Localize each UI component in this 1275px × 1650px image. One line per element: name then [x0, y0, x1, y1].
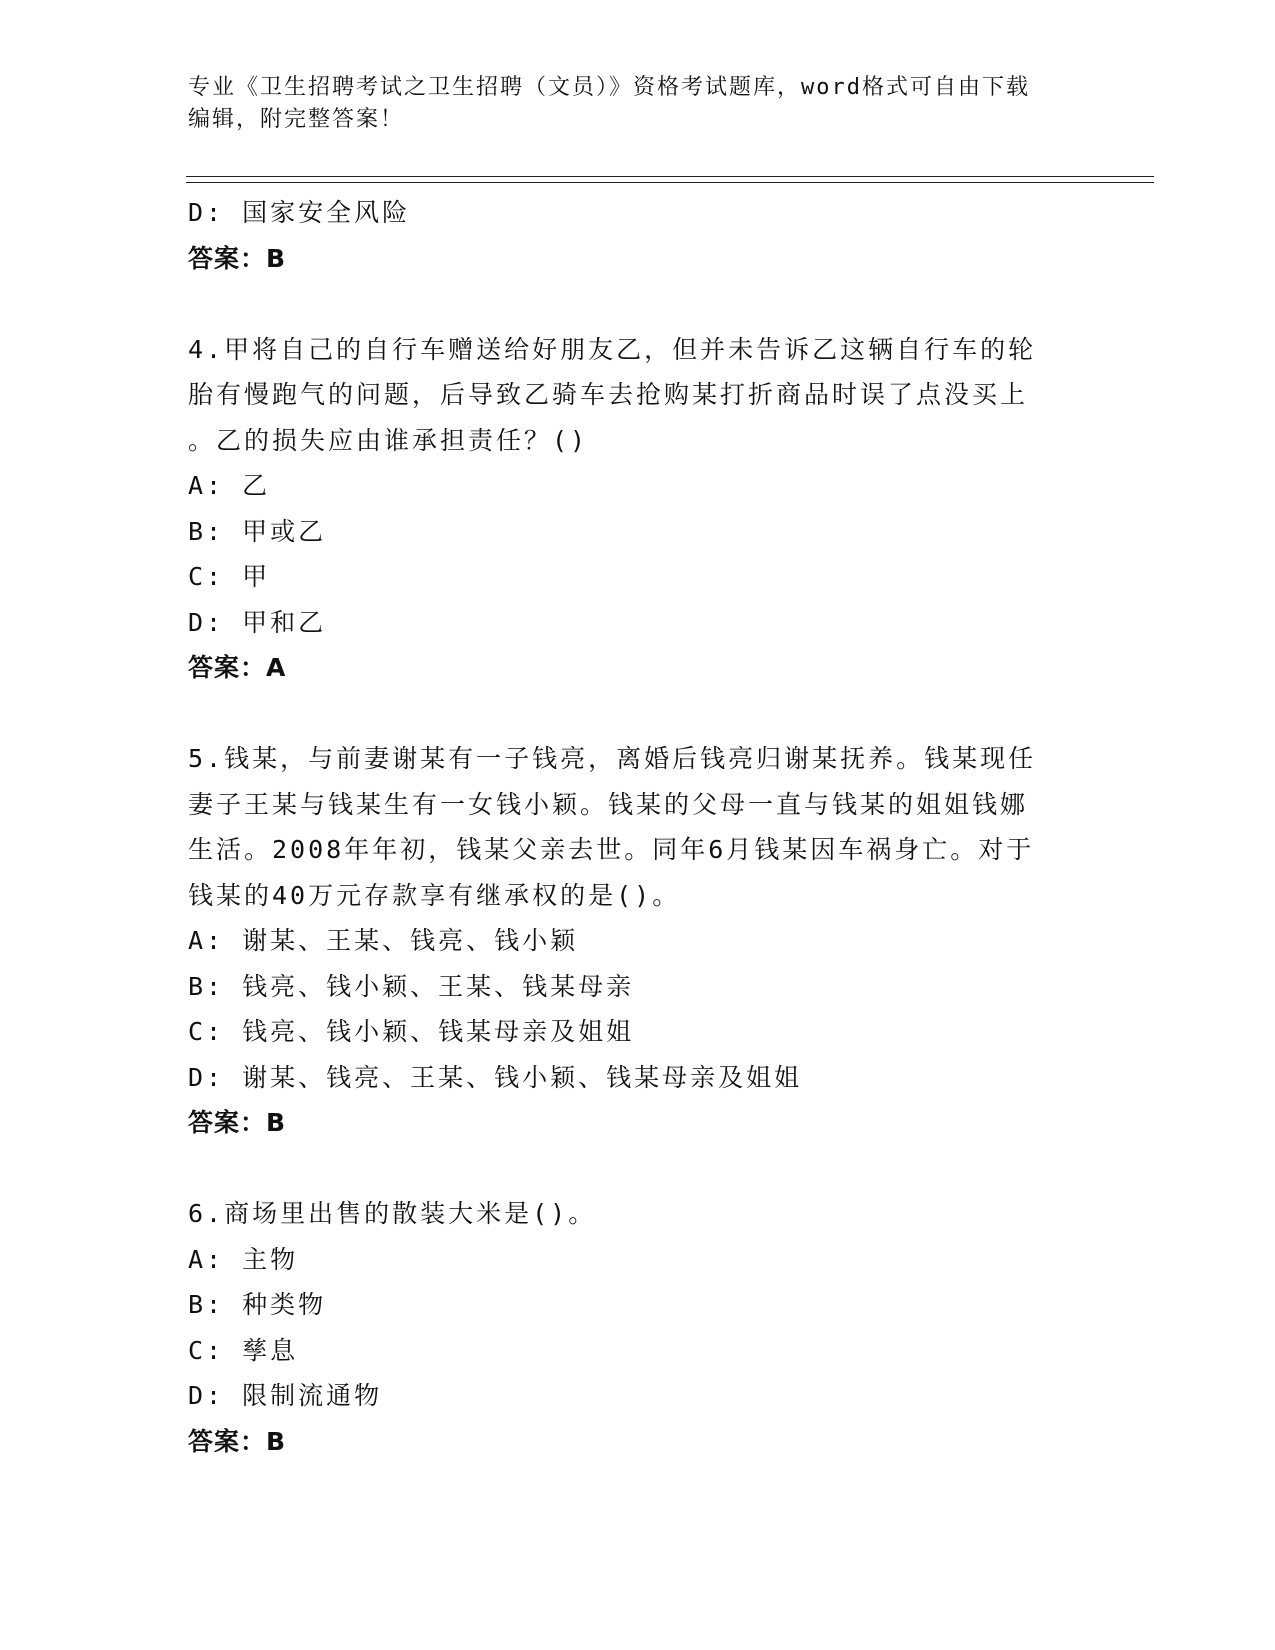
- header-line-2: 编辑，附完整答案！: [188, 107, 405, 132]
- question-6-option-d: D: 限制流通物: [188, 1381, 383, 1410]
- question-5-option-a: A: 谢某、王某、钱亮、钱小颖: [188, 926, 579, 955]
- question-5-option-c: C: 钱亮、钱小颖、钱某母亲及姐姐: [188, 1017, 635, 1046]
- spacer: [188, 281, 1088, 327]
- question-6-option-c: C: 孳息: [188, 1335, 299, 1365]
- question-list: [188, 190, 1088, 1464]
- question-5-text: [188, 736, 1058, 918]
- prev-option-d: D: 国家安全风险: [188, 198, 411, 227]
- question-4-option-a: A: 乙: [188, 471, 271, 500]
- question-6-option-b: B: 种类物: [188, 1290, 327, 1319]
- spacer: [188, 691, 1088, 737]
- question-4-text: [188, 327, 1058, 464]
- header-line-1: 专业《卫生招聘考试之卫生招聘（文员）》资格考试题库，word格式可自由下载: [188, 75, 1030, 100]
- document-header: [188, 72, 1068, 136]
- question-6-answer: 答案：B: [188, 1426, 287, 1456]
- question-6-text: [188, 1191, 1058, 1237]
- question-5-line: 生活。2008年年初，钱某父亲去世。同年6月钱某因车祸身亡。对于: [188, 835, 1035, 864]
- question-5-option-b: B: 钱亮、钱小颖、王某、钱某母亲: [188, 971, 635, 1001]
- question-4-answer: 答案：A: [188, 653, 287, 682]
- question-5-line: 妻子王某与钱某生有一女钱小颖。钱某的父母一直与钱某的姐姐钱娜: [188, 789, 1029, 819]
- question-6-line: 6.商场里出售的散装大米是()。: [188, 1199, 597, 1228]
- question-4-option-b: B: 甲或乙: [188, 516, 327, 546]
- question-4-line: 胎有慢跑气的问题，后导致乙骑车去抢购某打折商品时误了点没买上: [188, 380, 1029, 409]
- question-5-line: 钱某的40万元存款享有继承权的是()。: [188, 880, 681, 910]
- question-5-answer: 答案：B: [188, 1108, 287, 1137]
- header-divider-bottom: [186, 182, 1154, 183]
- question-4-option-c: C: 甲: [188, 562, 271, 591]
- question-6-option-a: A: 主物: [188, 1244, 299, 1274]
- question-4-option-d: D: 甲和乙: [188, 607, 327, 637]
- question-5-option-d: D: 谢某、钱亮、王某、钱小颖、钱某母亲及姐姐: [188, 1062, 803, 1092]
- header-divider-top: [186, 176, 1154, 177]
- question-4-line: 4.甲将自己的自行车赠送给好朋友乙，但并未告诉乙这辆自行车的轮: [188, 334, 1037, 364]
- question-5-line: 5.钱某，与前妻谢某有一子钱亮，离婚后钱亮归谢某抚养。钱某现任: [188, 744, 1037, 773]
- spacer: [188, 1146, 1088, 1192]
- question-4-line: 。乙的损失应由谁承担责任？(): [188, 425, 589, 455]
- prev-answer: 答案：B: [188, 243, 287, 273]
